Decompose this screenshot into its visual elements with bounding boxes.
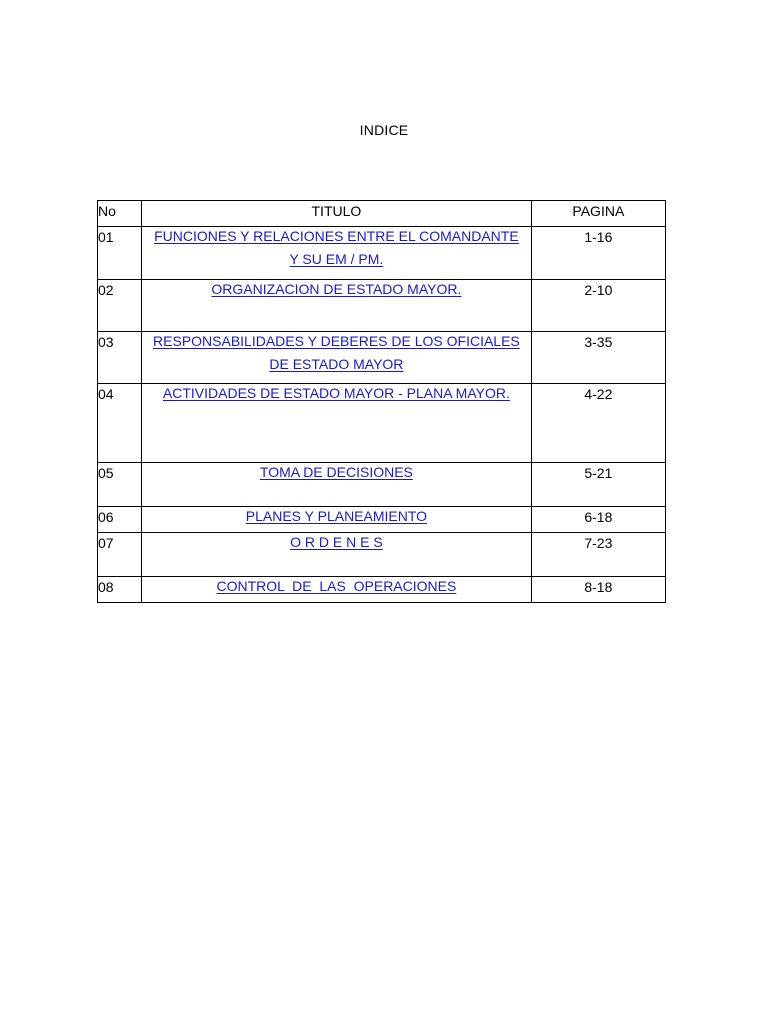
link-text-line1: O R D E N E S bbox=[290, 534, 383, 550]
row-number: 07 bbox=[98, 533, 142, 577]
row-title-cell bbox=[142, 384, 532, 463]
table-row bbox=[98, 577, 666, 603]
link-text-line1: FUNCIONES Y RELACIONES ENTRE EL COMANDANTE bbox=[154, 228, 519, 244]
row-title-cell bbox=[142, 533, 532, 577]
row-number: 01 bbox=[98, 227, 142, 280]
link-text-line1: ORGANIZACION DE ESTADO MAYOR. bbox=[211, 281, 462, 297]
index-table bbox=[97, 200, 666, 603]
row-title-cell bbox=[142, 280, 532, 332]
column-header-title: TITULO bbox=[142, 201, 532, 227]
section-link-organizacion[interactable] bbox=[142, 276, 531, 303]
row-page: 8-18 bbox=[531, 577, 665, 603]
row-number: 03 bbox=[98, 332, 142, 384]
section-link-actividades[interactable] bbox=[142, 380, 531, 407]
row-number: 04 bbox=[98, 384, 142, 463]
table-row bbox=[98, 533, 666, 577]
row-page: 6-18 bbox=[531, 507, 665, 533]
table-row bbox=[98, 384, 666, 463]
link-text-line1: CONTROL DE LAS OPERACIONES bbox=[216, 578, 457, 594]
column-header-no: No bbox=[98, 201, 142, 227]
link-text-line1: TOMA DE DECISIONES bbox=[259, 464, 413, 480]
page-title: INDICE bbox=[359, 122, 409, 138]
table-row bbox=[98, 463, 666, 507]
row-page: 2-10 bbox=[531, 280, 665, 332]
table-row bbox=[98, 332, 666, 384]
link-text-line2: Y SU EM / PM. bbox=[289, 251, 384, 267]
row-page: 5-21 bbox=[531, 463, 665, 507]
link-text-line1: PLANES Y PLANEAMIENTO bbox=[245, 508, 428, 524]
section-link-funciones[interactable] bbox=[142, 223, 531, 273]
row-number: 02 bbox=[98, 280, 142, 332]
section-link-ordenes[interactable] bbox=[142, 529, 531, 556]
link-text-line2: DE ESTADO MAYOR bbox=[269, 356, 404, 372]
row-number: 05 bbox=[98, 463, 142, 507]
section-link-toma-de-decisiones[interactable] bbox=[142, 459, 531, 486]
row-title-cell bbox=[142, 227, 532, 280]
link-text-line1: RESPONSABILIDADES Y DEBERES DE LOS OFICIALES bbox=[153, 333, 520, 349]
row-number: 08 bbox=[98, 577, 142, 603]
row-page: 1-16 bbox=[531, 227, 665, 280]
row-page: 4-22 bbox=[531, 384, 665, 463]
row-number: 06 bbox=[98, 507, 142, 533]
section-link-planes[interactable] bbox=[142, 503, 531, 530]
row-title-cell bbox=[142, 332, 532, 384]
row-page: 7-23 bbox=[531, 533, 665, 577]
link-text-line1: ACTIVIDADES DE ESTADO MAYOR - PLANA MAYOR. bbox=[162, 385, 510, 401]
section-link-responsabilidades[interactable] bbox=[142, 328, 531, 378]
row-title-cell bbox=[142, 463, 532, 507]
row-title-cell bbox=[142, 577, 532, 603]
table-row bbox=[98, 280, 666, 332]
section-link-control[interactable] bbox=[142, 573, 531, 600]
table-row bbox=[98, 227, 666, 280]
row-page: 3-35 bbox=[531, 332, 665, 384]
column-header-page: PAGINA bbox=[531, 201, 665, 227]
